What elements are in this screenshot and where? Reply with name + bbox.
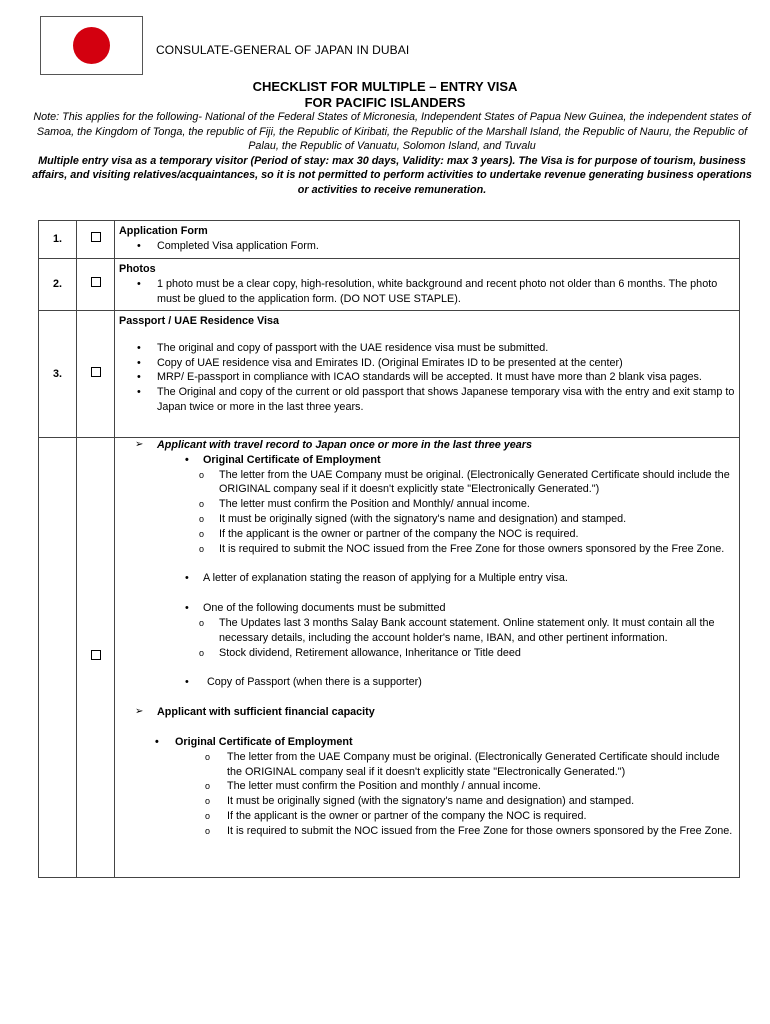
checkbox-3[interactable] [91,367,101,377]
list-item: • Completed Visa application Form. [119,239,737,254]
list-item: • 1 photo must be a clear copy, high-resolution, white background and recent photo not older than 6 months. The photo must be glued to the application form. (DO NOT USE STAPLE). [119,277,737,307]
item-number-empty [39,438,77,878]
item-list [119,601,737,660]
item-number: 3. [39,311,77,438]
item-heading: Photos [119,263,156,275]
sub-list-item: o The letter must confirm the Position and monthly / annual income. [119,779,737,794]
list-item: • A letter of explanation stating the reason of applying for a Multiple entry visa. [119,571,737,586]
list-item: • The original and copy of passport with the UAE residence visa must be submitted. [119,341,737,356]
flag-red-disc [73,27,110,64]
sub-list-item: o It is required to submit the NOC issued from the Free Zone for those owners sponsored by the Free Zone. [119,542,737,557]
sub-list-item: o If the applicant is the owner or partner of the company the NOC is required. [119,809,737,824]
sub-list-item: o The letter from the UAE Company must be original. (Electronically Generated Certificate should include the ORIGINAL company seal if it doesn't explicitly state "Electronically Generated.") [119,750,737,780]
item-list [119,735,737,839]
item-list [119,239,737,254]
checkbox-4[interactable] [91,650,101,660]
consulate-name: CONSULATE-GENERAL OF JAPAN IN DUBAI [156,43,410,57]
note [30,110,754,197]
sub-list-item: o The Updates last 3 months Salay Bank account statement. Online statement only. It must contain all the necessary details, including the account holder's name, IBAN, and other pertinent information. [119,616,737,646]
page-subtitle: FOR PACIFIC ISLANDERS [304,95,466,110]
checklist-row-2 [39,259,740,311]
sub-list-item: o It must be originally signed (with the signatory's name and designation) and stamped. [119,794,737,809]
checklist-row-1 [39,221,740,259]
item-number: 1. [39,221,77,259]
item-content-1 [115,221,740,259]
checkbox-2[interactable] [91,277,101,287]
item-content-3 [115,311,740,438]
item-list [119,453,737,557]
japan-flag [40,16,143,75]
list-item: • Original Certificate of Employment [119,735,737,750]
sub-list-item: o It is required to submit the NOC issued from the Free Zone for those owners sponsored by the Free Zone. [119,824,737,839]
item-list [119,675,737,690]
list-item: • One of the following documents must be submitted [119,601,737,616]
arrow-heading-financial-capacity: ➢ Applicant with sufficient financial capacity [119,705,737,720]
item-content-2 [115,259,740,311]
list-item: • Copy of Passport (when there is a supporter) [119,675,737,690]
arrow-heading-travel-record: ➢ Applicant with travel record to Japan once or more in the last three years [119,438,737,453]
item-list [119,277,737,307]
list-item: • Original Certificate of Employment [119,453,737,468]
note-text: Note: This applies for the following- National of the Federal States of Micronesia, Independent States of Papua New Guinea, the independent states of Samoa, the Kingdom of Tonga, the republic of Fiji, the Republic of Kiribati, the Republic of the Marshall Island, the Republic of Nauru, the Republic of Palau, the Republic of Vanuatu, Solomon Island, and Tuvalu [33,111,751,152]
checklist-table [38,220,740,878]
list-item: • Copy of UAE residence visa and Emirates ID. (Original Emirates ID to be presented at the center) [119,356,737,371]
item-heading: Passport / UAE Residence Visa [119,315,280,327]
item-number: 2. [39,259,77,311]
sub-list-item: o If the applicant is the owner or partner of the company the NOC is required. [119,527,737,542]
checklist-row-4 [39,438,740,878]
item-heading: Application Form [119,225,208,237]
item-list [119,571,737,586]
sub-list-item: o Stock dividend, Retirement allowance, Inheritance or Title deed [119,646,737,661]
list-item: • MRP/ E-passport in compliance with ICAO standards will be accepted. It must have more than 2 blank visa pages. [119,370,737,385]
checkbox-1[interactable] [91,232,101,242]
sub-list-item: o The letter must confirm the Position and Monthly/ annual income. [119,497,737,512]
page-title: CHECKLIST FOR MULTIPLE – ENTRY VISA [252,79,518,94]
item-content-4 [115,438,740,878]
sub-list-item: o The letter from the UAE Company must be original. (Electronically Generated Certificate should include the ORIGINAL company seal if it doesn't explicitly state "Electronically Generated.") [119,468,737,498]
item-list [119,341,737,415]
list-item: • The Original and copy of the current or old passport that shows Japanese temporary visa with the entry and exit stamp to Japan twice or more in the last three years. [119,385,737,415]
note-emphasis: Multiple entry visa as a temporary visitor (Period of stay: max 30 days, Validity: max 3 years). The Visa is for purpose of tourism, business affairs, and visiting relatives/acquaintances, so it is not permitted to perform activities to undertake revenue generating business operations or activities to receive remuneration. [32,154,752,196]
sub-list-item: o It must be originally signed (with the signatory's name and designation) and stamped. [119,512,737,527]
checklist-row-3 [39,311,740,438]
